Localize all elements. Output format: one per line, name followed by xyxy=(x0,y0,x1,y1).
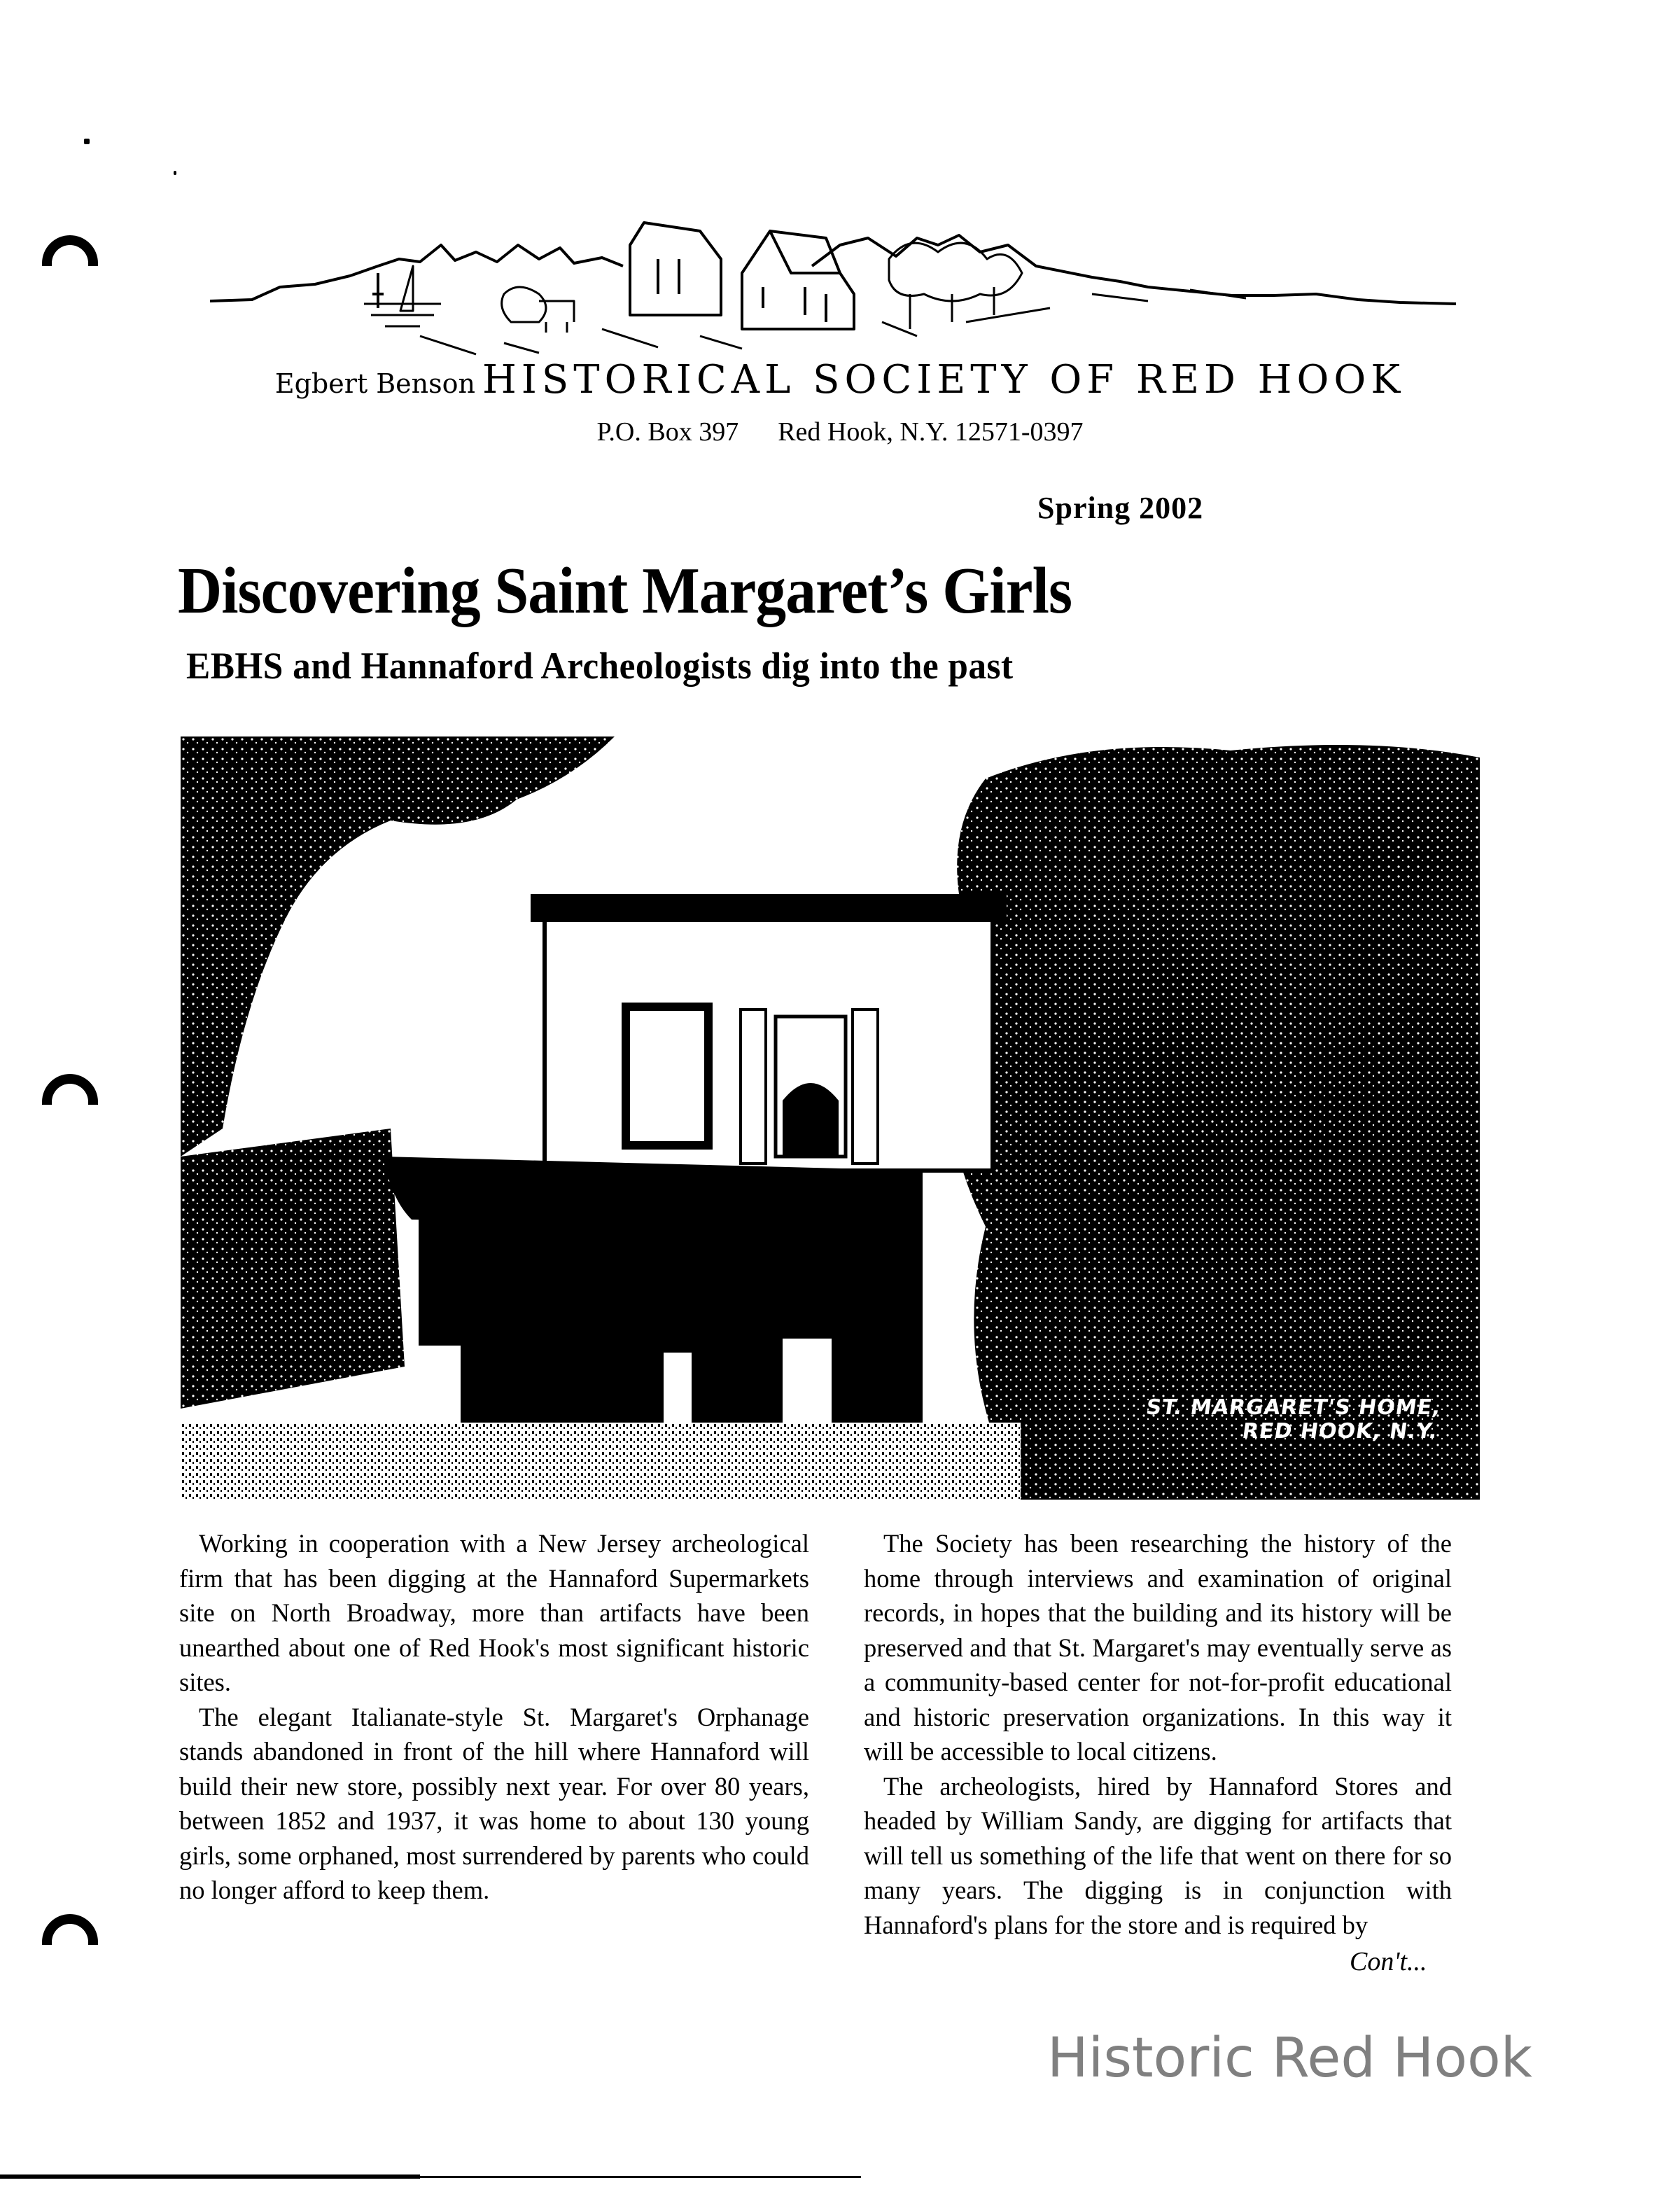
paragraph: The archeologists, hired by Hannaford Stores and headed by William Sandy, are digging for artifacts that will tell us something of the life that went on there for so many years. The digging is in conjunction with Hannaford's plans for the store and is required by xyxy=(864,1771,1452,1939)
society-title: HISTORICAL SOCIETY OF RED HOOK xyxy=(482,357,1406,403)
scan-speck xyxy=(174,171,176,175)
masthead-illustration xyxy=(210,217,1456,357)
binder-hole-top xyxy=(42,235,98,291)
article-column-right xyxy=(864,1526,1452,1942)
scan-speck xyxy=(84,139,90,144)
city-zip: Red Hook, N.Y. 12571-0397 xyxy=(778,417,1084,447)
photo-caption-line1: ST. MARGARET'S HOME, xyxy=(1144,1395,1443,1420)
binder-hole-bottom xyxy=(42,1914,98,1970)
continued-marker: Con't... xyxy=(1350,1947,1427,1976)
headline: Discovering Saint Margaret’s Girls xyxy=(178,554,1072,627)
paragraph: Working in cooperation with a New Jersey archeological firm that has been digging at the Hannaford Supermarkets site on North Broadway, more than artifacts have been unearthed about one of Red Hook's most significant historic sites. xyxy=(179,1529,809,1696)
society-name xyxy=(0,357,1680,403)
article-photo xyxy=(181,737,1480,1500)
po-box: P.O. Box 397 xyxy=(596,417,739,447)
photo-caption xyxy=(1141,1396,1443,1444)
society-prefix: Egbert Benson xyxy=(274,368,475,399)
binder-hole-middle xyxy=(42,1074,98,1130)
society-address xyxy=(0,417,1680,447)
watermark: Historic Red Hook xyxy=(1047,2027,1532,2090)
subheadline: EBHS and Hannaford Archeologists dig into the past xyxy=(186,645,1014,687)
footer-rule-thick xyxy=(0,2174,420,2179)
article-column-left xyxy=(179,1526,809,1908)
photo-caption-line2: RED HOOK, N.Y. xyxy=(1240,1419,1440,1444)
paragraph: The elegant Italianate-style St. Margaret's Orphanage stands abandoned in front of the hill where Hannaford will build their new store, possibly next year. For over 80 years, between 1852 and 1937, it was home to about 130 young girls, some orphaned, most surrendered by parents who could no longer afford to keep them. xyxy=(179,1702,809,1904)
paragraph: The Society has been researching the history of the home through interviews and examination of original records, in hopes that the building and its history will be preserved and that St. Margaret's may eventually serve as a community-based center for not-for-profit educational and historic preservation organizations. In this way it will be accessible to local citizens. xyxy=(864,1529,1452,1766)
issue-date: Spring 2002 xyxy=(1037,491,1204,525)
